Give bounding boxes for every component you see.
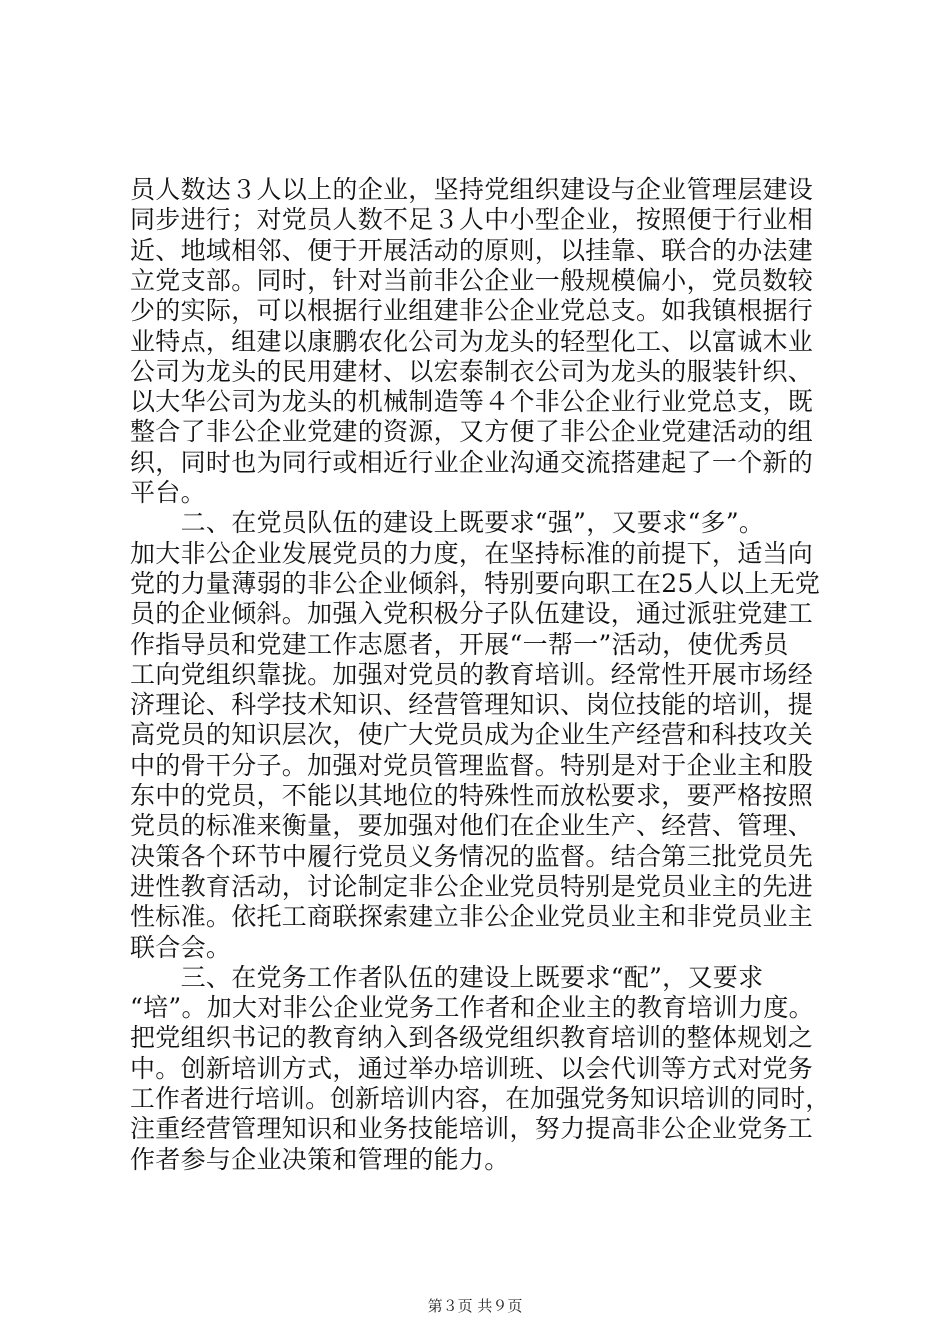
text-line: 济理论、科学技术知识、经营管理知识、岗位技能的培训，提 [130, 690, 814, 720]
text-line: 中。创新培训方式，通过举办培训班、以会代训等方式对党务 [130, 1053, 814, 1083]
text-line: 近、地域相邻、便于开展活动的原则，以挂靠、联合的办法建 [130, 235, 814, 265]
text-line: 同步进行；对党员人数不足３人中小型企业，按照便于行业相 [130, 205, 814, 235]
text-line: 平台。 [130, 478, 206, 507]
section-heading-line: 二、在党员队伍的建设上既要求“强”，又要求“多”。 [130, 508, 765, 538]
text-line: 公司为龙头的民用建材、以宏泰制衣公司为龙头的服装针织、 [130, 356, 814, 386]
text-line: 加大非公企业发展党员的力度，在坚持标准的前提下，适当向 [130, 538, 814, 568]
text-line: 作指导员和党建工作志愿者，开展“一帮一”活动，使优秀员 [130, 629, 789, 659]
text-line: 注重经营管理知识和业务技能培训，努力提高非公企业党务工 [130, 1114, 814, 1144]
text-line: 整合了非公企业党建的资源，又方便了非公企业党建活动的组 [130, 417, 814, 447]
text-line: 性标准。依托工商联探索建立非公企业党员业主和非党员业主 [130, 902, 814, 932]
text-line: 员的企业倾斜。加强入党积极分子队伍建设，通过派驻党建工 [130, 599, 814, 629]
section-heading-line: 三、在党务工作者队伍的建设上既要求“配”，又要求 [130, 962, 764, 992]
text-line: 高党员的知识层次，使广大党员成为企业生产经营和科技攻关 [130, 720, 814, 750]
text-line: 立党支部。同时，针对当前非公企业一般规模偏小，党员数较 [130, 265, 814, 295]
text-line: 织，同时也为同行或相近行业企业沟通交流搭建起了一个新的 [130, 447, 814, 477]
page-number: 第３页 共９页 [427, 1297, 523, 1315]
text-line: 中的骨干分子。加强对党员管理监督。特别是对于企业主和股 [130, 750, 814, 780]
text-line: “培”。加大对非公企业党务工作者和企业主的教育培训力度。 [130, 993, 814, 1023]
text-line: 业特点，组建以康鹏农化公司为龙头的轻型化工、以富诚木业 [130, 326, 814, 356]
text-line: 少的实际，可以根据行业组建非公企业党总支。如我镇根据行 [130, 296, 814, 326]
text-line: 以大华公司为龙头的机械制造等４个非公企业行业党总支，既 [130, 387, 814, 417]
text-line: 党的力量薄弱的非公企业倾斜，特别要向职工在25人以上无党 [130, 568, 821, 598]
text-line: 联合会。 [130, 932, 232, 962]
text-line: 进性教育活动，讨论制定非公企业党员特别是党员业主的先进 [130, 871, 814, 901]
text-line: 作者参与企业决策和管理的能力。 [130, 1144, 510, 1174]
text-line: 工向党组织靠拢。加强对党员的教育培训。经常性开展市场经 [130, 659, 814, 689]
text-line: 决策各个环节中履行党员义务情况的监督。结合第三批党员先 [130, 841, 814, 871]
text-line: 党员的标准来衡量，要加强对他们在企业生产、经营、管理、 [130, 811, 814, 841]
text-line: 东中的党员，不能以其地位的特殊性而放松要求，要严格按照 [130, 781, 814, 810]
text-line: 员人数达３人以上的企业，坚持党组织建设与企业管理层建设 [130, 175, 814, 204]
text-line: 工作者进行培训。创新培训内容，在加强党务知识培训的同时， [130, 1084, 831, 1113]
text-line: 把党组织书记的教育纳入到各级党组织教育培训的整体规划之 [130, 1023, 814, 1053]
